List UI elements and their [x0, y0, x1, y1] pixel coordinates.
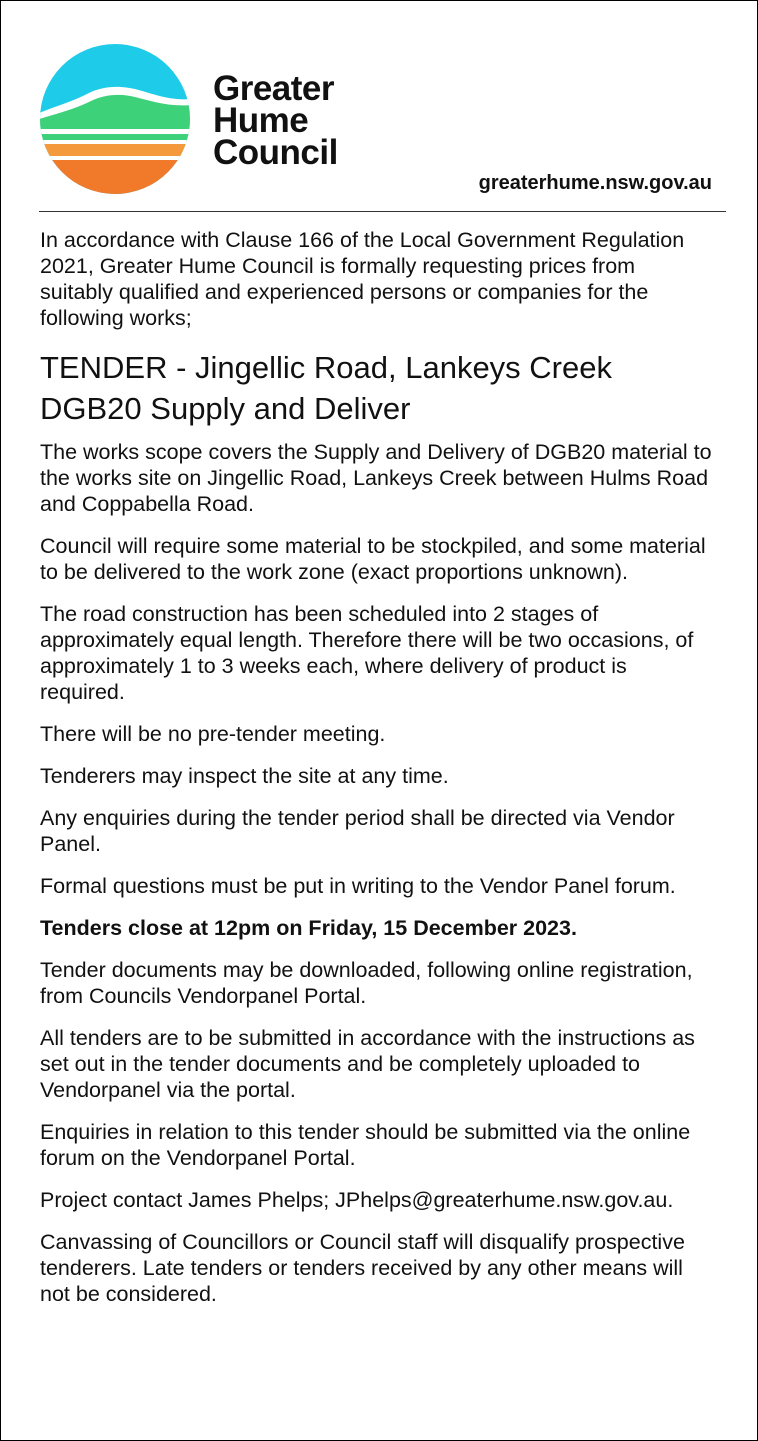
- enquiries-period-paragraph: Any enquiries during the tender period shall be directed via Vendor Panel.: [40, 806, 675, 856]
- earth-stripe: [39, 156, 191, 160]
- tender-title-line1: TENDER - Jingellic Road, Lankeys Creek: [40, 350, 612, 385]
- contact-paragraph: Project contact James Phelps; JPhelps@greaterhume.nsw.gov.au.: [40, 1188, 674, 1212]
- canvassing-paragraph: Canvassing of Councillors or Council staff will disqualify prospective tenderers. Late tenders or tenders received by any other means will not be considered.: [40, 1230, 685, 1306]
- inspect-paragraph: Tenderers may inspect the site at any time.: [40, 764, 449, 788]
- documents-paragraph: Tender documents may be downloaded, following online registration, from Councils Vendorpanel Portal.: [40, 958, 693, 1008]
- wordmark-line3: Council: [213, 133, 338, 172]
- header-divider: [39, 211, 726, 212]
- wordmark-line2: Hume: [213, 101, 309, 140]
- earth-shape: [39, 160, 191, 195]
- notice-body: [40, 227, 712, 1323]
- no-meeting-paragraph: There will be no pre-tender meeting.: [40, 722, 386, 746]
- tender-title: [40, 347, 712, 429]
- tender-title-line2: DGB20 Supply and Deliver: [40, 391, 411, 426]
- submission-paragraph: All tenders are to be submitted in accordance with the instructions as set out in the tender documents and be completely uploaded to Vendorpanel via the portal.: [40, 1026, 695, 1102]
- stockpile-paragraph: Council will require some material to be stockpiled, and some material to be delivered to the work zone (exact proportions unknown).: [40, 534, 706, 584]
- closing-date-paragraph: Tenders close at 12pm on Friday, 15 December 2023.: [40, 916, 577, 940]
- intro-paragraph: In accordance with Clause 166 of the Local Government Regulation 2021, Greater Hume Council is formally requesting prices from suitably qualified and experienced persons or companies for the following works;: [40, 228, 685, 330]
- council-wordmark: [213, 69, 338, 172]
- council-logo-icon: [39, 43, 191, 195]
- hill-stripe: [39, 129, 191, 134]
- formal-questions-paragraph: Formal questions must be put in writing to the Vendor Panel forum.: [40, 874, 676, 898]
- enquiries-forum-paragraph: Enquiries in relation to this tender should be submitted via the online forum on the Vendorpanel Portal.: [40, 1120, 691, 1170]
- divider-stripe: [39, 140, 191, 144]
- website-link[interactable]: greaterhume.nsw.gov.au: [478, 172, 712, 194]
- stages-paragraph: The road construction has been scheduled into 2 stages of approximately equal length. Therefore there will be two occasions, of approximately 1 to 3 weeks each, where delivery of product is required.: [40, 602, 694, 704]
- scope-paragraph: The works scope covers the Supply and Delivery of DGB20 material to the works site on Jingellic Road, Lankeys Creek between Hulms Road and Coppabella Road.: [40, 440, 712, 516]
- earth-light-shape: [39, 144, 191, 156]
- wordmark-line1: Greater: [213, 69, 335, 108]
